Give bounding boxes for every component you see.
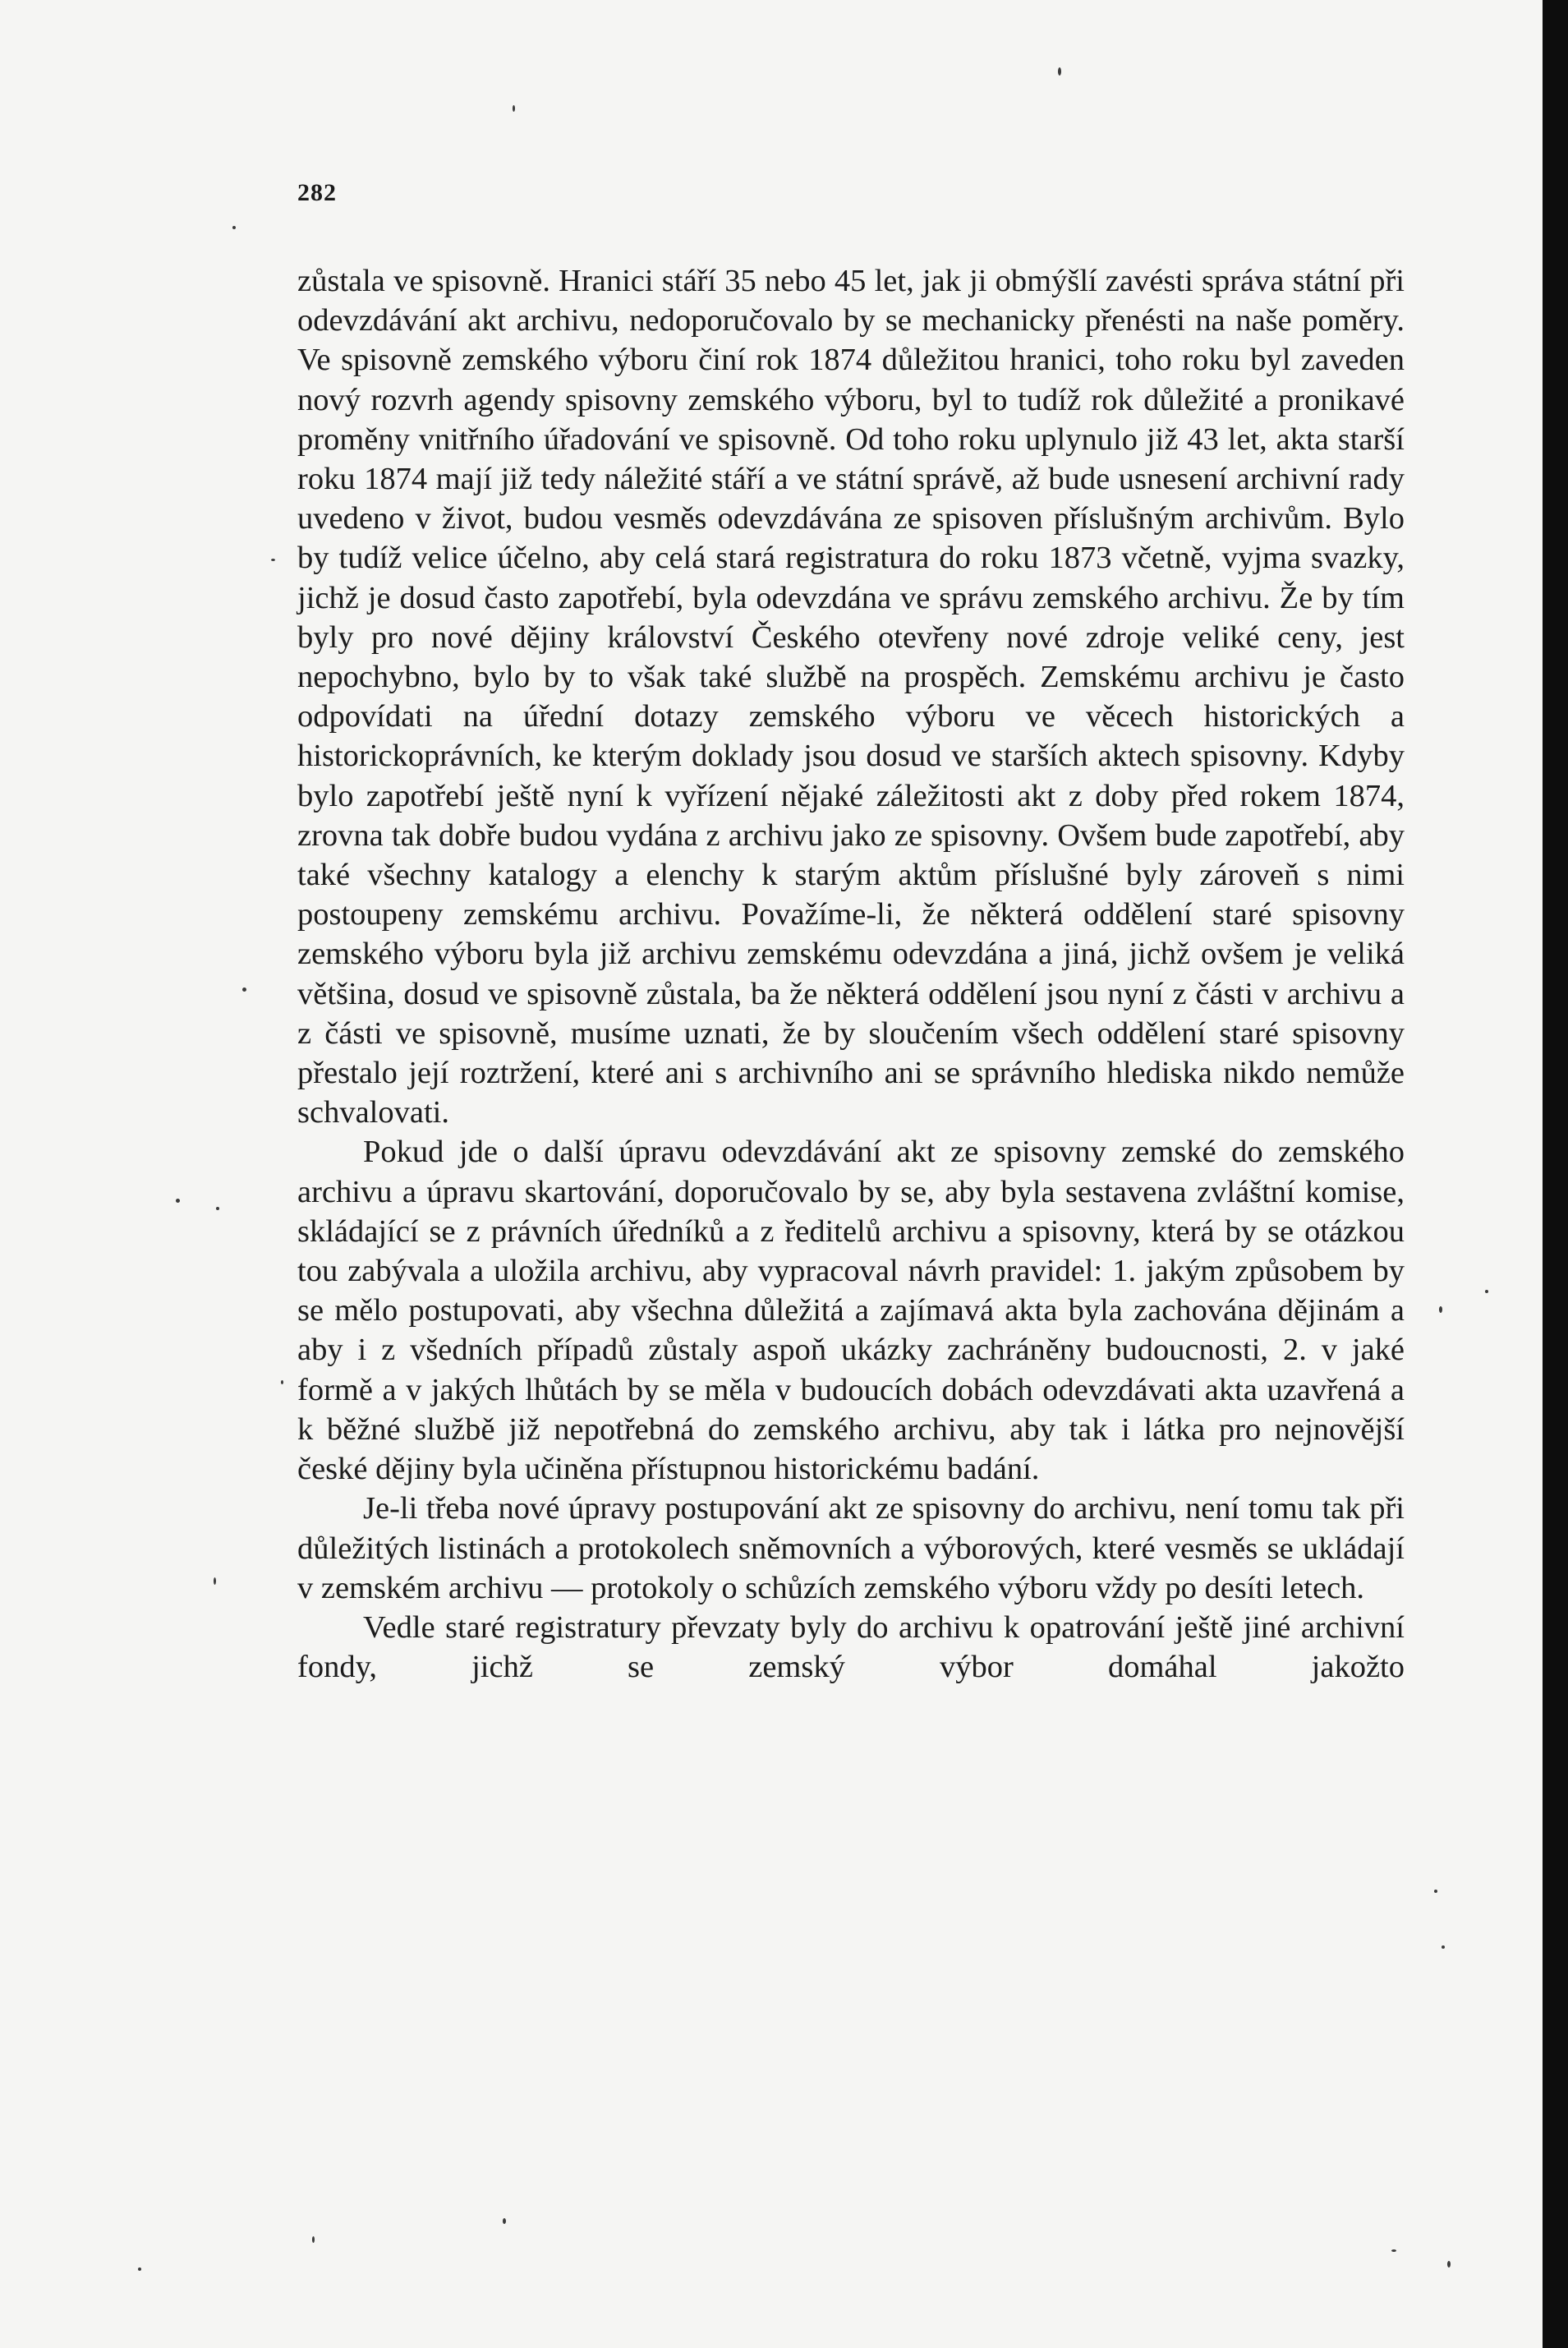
paragraph-2: Pokud jde o další úpravu odevzdávání akt ze spisovny zemské do zemského archivu a úpravu skartování, doporučovalo by se, aby byla sestavena zvláštní komise, skládající se z právních úředníků a z ředitelů archivu a spisovny, která by se otázkou tou zabývala a uložila archivu, aby vypracoval návrh pravidel: 1. jakým způsobem by se mělo postupovati, aby všechna důležitá a zajímavá akta byla zachována dějinám a aby i z všedních případů zůstaly aspoň ukázky zachráněny budoucnosti, 2. v jaké formě a v jakých lhůtách by se měla v budoucích dobách odevzdávati akta uzavřená a k běžné službě již nepotřebná do zemského archivu, aby tak i látka pro nejnovější české dějiny byla učiněna přístupnou historickému badání.: [297, 1135, 1405, 1487]
scan-speck: [1485, 1290, 1488, 1293]
scan-border: [1543, 0, 1568, 2348]
scan-speck: [1391, 2249, 1396, 2252]
scan-speck: [1439, 1306, 1442, 1313]
scan-speck: [503, 2218, 506, 2224]
scan-speck: [176, 1199, 180, 1203]
scan-speck: [513, 105, 515, 112]
scan-speck: [312, 2236, 315, 2243]
scan-speck: [1434, 1890, 1437, 1893]
scan-speck: [232, 226, 236, 229]
scan-speck: [271, 559, 275, 561]
paragraph-3: Je-li třeba nové úpravy postupování akt ze spisovny do archivu, není tomu tak při důležitých listinách a protokolech sněmovních a výborových, které vesměs se ukládají v zemském archivu — protokoly o schůzích zemského výboru vždy po desíti letech.: [297, 1491, 1405, 1605]
scan-speck: [138, 2267, 141, 2271]
scan-speck: [216, 1207, 219, 1210]
page-number: 282: [297, 179, 337, 206]
scan-speck: [281, 1380, 283, 1384]
scan-speck: [242, 988, 246, 992]
scan-speck: [1058, 67, 1061, 76]
body-text: [297, 261, 1405, 1687]
scan-speck: [1447, 2261, 1451, 2267]
paragraph-1: zůstala ve spisovně. Hranici stáří 35 nebo 45 let, jak ji obmýšlí zavésti správa státní při odevzdávání akt archivu, nedoporučovalo by se mechanicky přenésti na naše poměry. Ve spisovně zemského výboru činí rok 1874 důležitou hranici, toho roku byl zaveden nový rozvrh agendy spisovny zemského výboru, byl to tudíž rok důležité a pronikavé proměny vnitřního úřadování ve spisovně. Od toho roku uplynulo již 43 let, akta starší roku 1874 mají již tedy náležité stáří a ve státní správě, až bude usnesení archivní rady uvedeno v život, budou vesměs odevzdávána ze spisoven příslušným archivům. Bylo by tudíž velice účelno, aby celá stará registratura do roku 1873 včetně, vyjma svazky, jichž je dosud často zapotřebí, byla odevzdána ve správu zemského archivu. Že by tím byly pro nové dějiny království Českého otevřeny nové zdroje veliké ceny, jest nepochybno, bylo by to však také službě na prospěch. Zemskému archivu je často odpovídati na úřední dotazy zemského výboru ve věcech historických a historickoprávních, ke kterým doklady jsou dosud ve starších aktech spisovny. Kdyby bylo zapotřebí ještě nyní k vyřízení nějaké záležitosti akt z doby před rokem 1874, zrovna tak dobře budou vydána z archivu jako ze spisovny. Ovšem bude zapotřebí, aby také všechny katalogy a elenchy k starým aktům příslušné byly zároveň s nimi postoupeny zemskému archivu. Považíme-li, že některá oddělení staré spisovny zemského výboru byla již archivu zemskému odevzdána a jiná, jichž ovšem je veliká většina, dosud ve spisovně zůstala, ba že některá oddělení jsou nyní z části v archivu a z části ve spisovně, musíme uznati, že by sloučením všech oddělení staré spisovny přestalo její roztržení, které ani s archivního ani se správního hlediska nikdo nemůže schvalovati.: [297, 264, 1405, 1130]
scan-speck: [214, 1577, 216, 1585]
paragraph-4: Vedle staré registratury převzaty byly do archivu k opatrování ještě jiné archivní fondy, jichž se zemský výbor domáhal jakožto: [297, 1609, 1405, 1685]
scan-speck: [1442, 1945, 1445, 1949]
